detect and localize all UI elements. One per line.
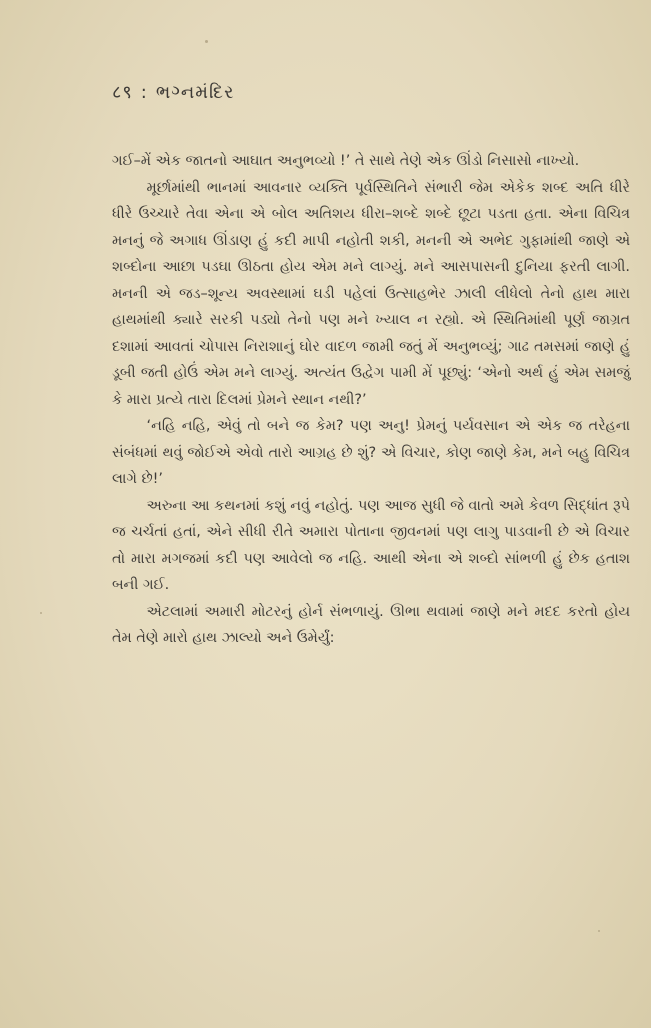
paragraph: ‘નહિ નહિ, એવું તો બને જ કેમ? પણ અનુ! પ્રેમનું પર્યવસાન એ એક જ તરેહના સંબંધમાં થવું જોઈએ એવો તારો આગ્રહ છે શું? એ વિચાર, કોણ જાણે કેમ, મને બહુ વિચિત્ર લાગે છે!’ xyxy=(112,418,630,487)
paragraph: એટલામાં અમારી મોટરનું હોર્ન સંભળાયું. ઊભા થવામાં જાણે મને મદદ કરતો હોય તેમ તેણે મારો હાથ ઝાલ્યો અને ઉમેર્યું: xyxy=(112,603,630,646)
page-number: ८९ xyxy=(112,82,133,103)
paper-speck xyxy=(40,612,42,614)
paper-speck xyxy=(205,40,208,43)
running-title: ભગ્નમંદિર xyxy=(155,82,235,103)
paragraph: અરુના આ કથનમાં કશું નવું નહોતું. પણ આજ સુધી જે વાતો અમે કેવળ સિદ્ધાંત રૂપે જ ચર્ચતાં હતાં, એને સીધી રીતે અમારા પોતાના જીવનમાં પણ લાગુ પાડવાની છે એ વિચાર તો મારા મગજમાં કદી પણ આવેલો જ નહિ. આથી એના એ શબ્દો સાંભળી હું છેક હતાશ બની ગઈ. xyxy=(112,497,630,593)
paragraph: ગઈ–મેં એક જાતનો આઘાત અનુભવ્યો !’ તે સાથે તેણે એક ઊંડો નિસાસો નાખ્યો. xyxy=(112,153,580,169)
header-separator: : xyxy=(140,82,148,103)
paragraph: મૂર્છામાંથી ભાનમાં આવનાર વ્યક્તિ પૂર્વસ્થિતિને સંભારી જેમ એકેક શબ્દ અતિ ધીરે ધીરે ઉચ્ચારે તેવા એના એ બોલ અતિશય ધીરા–શબ્દે શબ્દે છૂટા પડતા હતા. એના વિચિત્ર મનનું જે અગાધ ઊંડાણ હું કદી માપી નહોતી શકી, મનની એ અભેદ ગુફામાંથી જાણે એ શબ્દોના આછા પડઘા ઊઠતા હોય એમ મને લાગ્યું. મને આસપાસની દુનિયા ફરતી લાગી. મનની એ જડ–શૂન્ય અવસ્થામાં ઘડી પહેલાં ઉત્સાહભેર ઝાલી લીધેલો તેનો હાથ મારા હાથમાંથી ક્યારે સરકી પડ્યો તેનો પણ મને ખ્યાલ ન રહ્યો. એ સ્થિતિમાંથી પૂર્ણ જાગ્રત દશામાં આવતાં ચોપાસ નિરાશાનું ઘોર વાદળ જામી જતું મેં અનુભવ્યું; ગાઢ તમસમાં જાણે હું ડૂબી જતી હોઉં એમ મને લાગ્યું. અત્યંત ઉદ્વેગ પામી મેં પૂછ્યું: ‘એનો અર્થ હું એમ સમજું કે મારા પ્રત્યે તારા દિલમાં પ્રેમને સ્થાન નથી?’ xyxy=(112,179,630,408)
body-text xyxy=(112,148,630,652)
running-header xyxy=(112,80,234,104)
paper-speck xyxy=(598,930,600,932)
